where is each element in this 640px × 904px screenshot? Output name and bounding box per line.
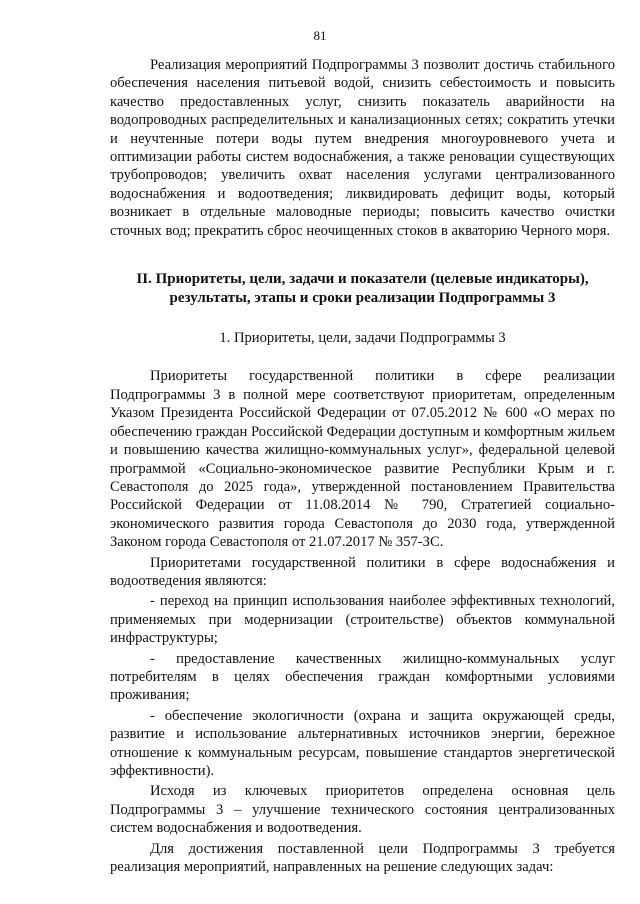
priority-item: - обеспечение экологичности (охрана и защита окружающей среды, развитие и использование альтернативных источников энергии, бережное отношение к коммунальным ресурсам, повышение стандартов энергетической эффективности).	[110, 707, 615, 779]
priority-item: - переход на принцип использования наиболее эффективных технологий, применяемых при модернизации (строительстве) объектов коммунальной инфраструктуры;	[110, 593, 615, 647]
intro-paragraph: Реализация мероприятий Подпрограммы 3 позволит достичь стабильного обеспечения населения питьевой водой, снизить себестоимость и повысить качество предоставленных услуг, снизить показатель аварийности на водопроводных распределительных и канализационных сетях; сократить утечки и неучтенные потери воды путем внедрения многоуровневого учета и оптимизации работы систем водоснабжения, а также реновации существующих трубопроводов; увеличить охват населения услугами централизованного водоснабжения и водоотведения; ликвидировать дефицит воды, который возникает в отдельные маловодные периоды; повысить качество очистки сточных вод; прекратить сброс неочищенных стоков в акваторию Черного моря.	[110, 57, 615, 239]
goal-paragraph: Исходя из ключевых приоритетов определена основная цель Подпрограммы 3 – улучшение технического состояния централизованных систем водоснабжения и водоотведения.	[110, 783, 615, 837]
section-heading-line-1: II. Приоритеты, цели, задачи и показатели (целевые индикаторы),	[136, 271, 589, 288]
priorities-paragraph: Приоритеты государственной политики в сфере реализации Подпрограммы 3 в полной мере соответствуют приоритетам, определенным Указом Президента Российской Федерации от 07.05.2012 № 600 «О мерах по обеспечению граждан Российской Федерации доступным и комфортным жильем и повышению качества жилищно-коммунальных услуг», федеральной целевой программой «Социально-экономическое развитие Республики Крым и г. Севастополя до 2025 года», утвержденной постановлением Правительства Российской Федерации от 11.08.2014 № 790, Стратегией социально-экономического развития города Севастополя до 2030 года, утвержденной Законом города Севастополя от 21.07.2017 № 357-ЗС.	[110, 368, 615, 551]
page-number: 81	[313, 28, 327, 43]
section-heading-line-2: результаты, этапы и сроки реализации Подпрограммы 3	[169, 289, 556, 306]
subsection-heading: 1. Приоритеты, цели, задачи Подпрограммы 3	[219, 330, 506, 347]
document-body	[110, 56, 615, 876]
priorities-intro-paragraph: Приоритетами государственной политики в сфере водоснабжения и водоотведения являются:	[110, 554, 615, 589]
tasks-paragraph: Для достижения поставленной цели Подпрограммы 3 требуется реализация мероприятий, направленных на решение следующих задач:	[110, 840, 615, 876]
section-heading	[110, 270, 615, 307]
priority-item: - предоставление качественных жилищно-коммунальных услуг потребителям в целях обеспечения граждан комфортными условиями проживания;	[110, 650, 615, 704]
